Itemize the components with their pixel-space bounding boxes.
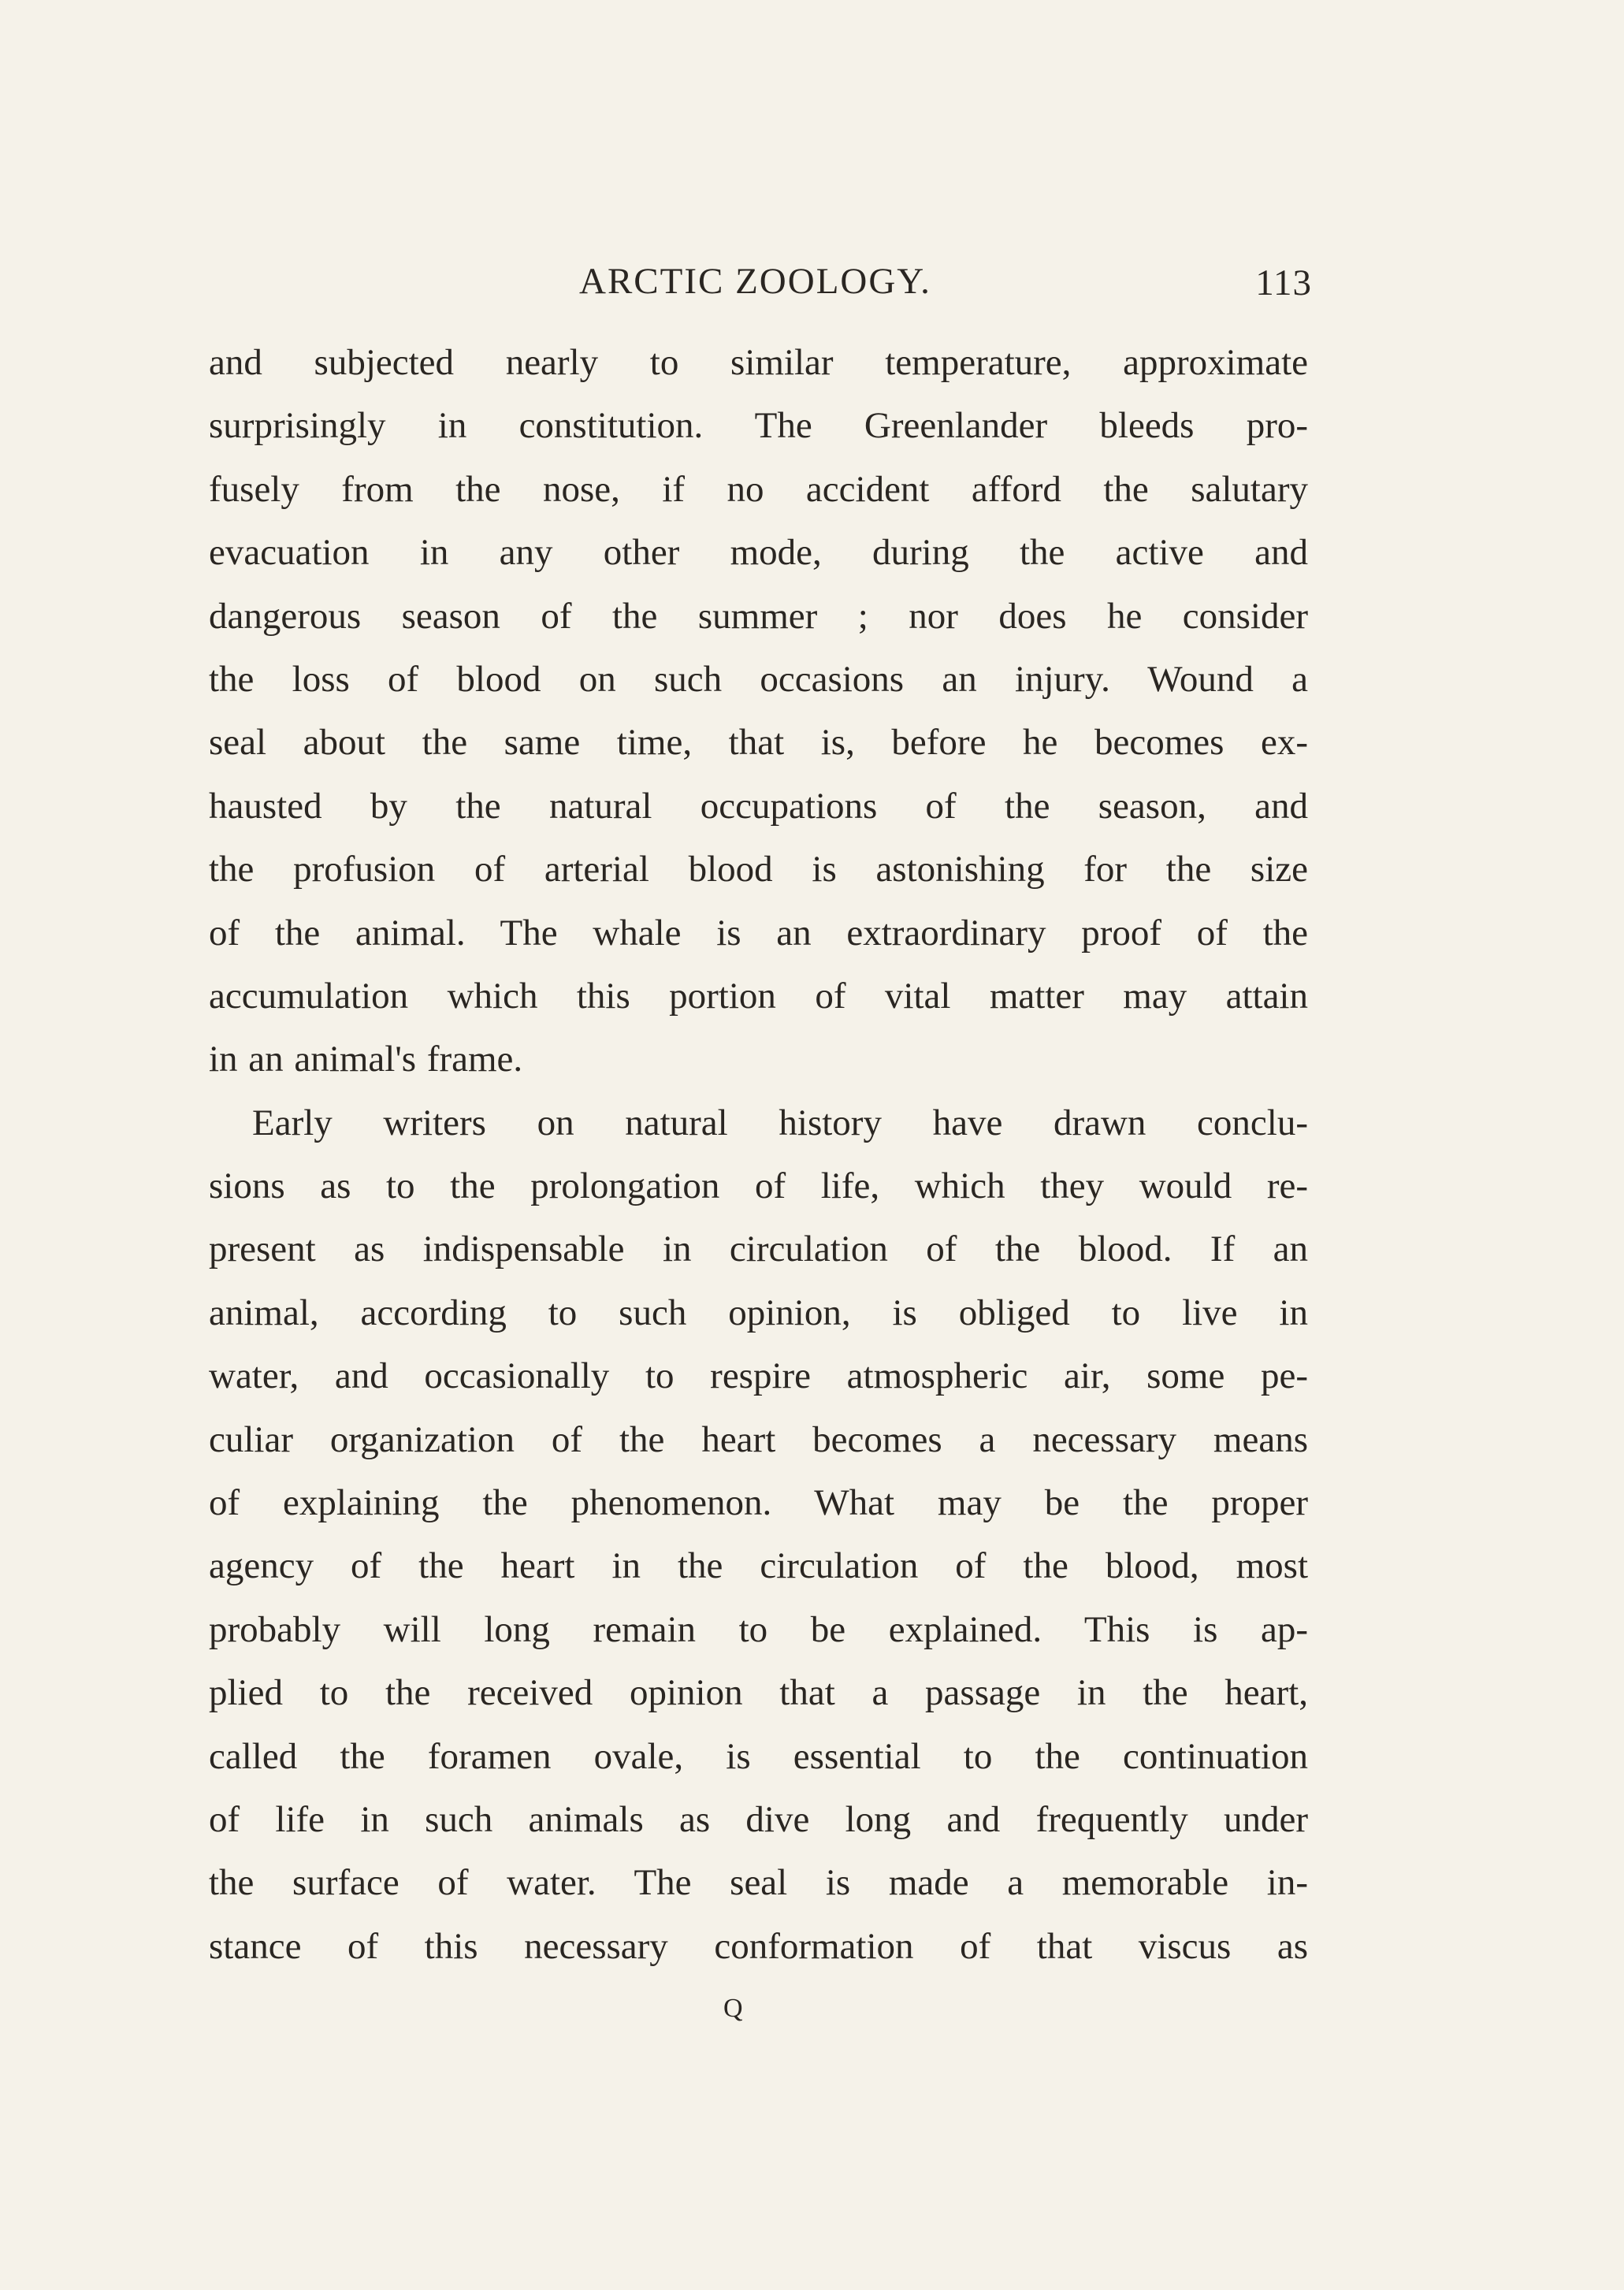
text-line: probably will long remain to be explained. This is ap- [209,1608,1308,1650]
text-line: seal about the same time, that is, before he becomes ex- [209,722,1308,764]
text-line: sions as to the prolongation of life, which they would re- [209,1165,1308,1207]
text-line: the surface of water. The seal is made a memorable in- [209,1862,1308,1904]
text-line: of the animal. The whale is an extraordinary proof of the [209,912,1308,954]
text-line: of life in such animals as dive long and frequently under [209,1798,1308,1840]
text-line: animal, according to such opinion, is obliged to live in [209,1292,1308,1333]
text-line: plied to the received opinion that a passage in the heart, [209,1672,1308,1714]
paragraph-end-line: in an animal's frame. [209,1039,523,1080]
text-line: stance of this necessary conformation of that viscus as [209,1925,1308,1967]
text-line: hausted by the natural occupations of the season, and [209,785,1308,827]
text-line: present as indispensable in circulation of the blood. If an [209,1229,1308,1270]
text-line: called the foramen ovale, is essential to the continuation [209,1735,1308,1777]
text-line: dangerous season of the summer ; nor does he consider [209,595,1308,637]
running-head [209,260,1312,307]
text-line: agency of the heart in the circulation of the blood, most [209,1545,1308,1587]
running-title: ARCTIC ZOOLOGY. [579,261,931,302]
text-line: fusely from the nose, if no accident afford the salutary [209,468,1308,510]
text-line: the loss of blood on such occasions an injury. Wound a [209,658,1308,700]
signature-mark: Q [723,1994,744,2023]
text-line: water, and occasionally to respire atmospheric air, some pe- [209,1355,1308,1397]
text-line: evacuation in any other mode, during the active and [209,532,1308,574]
text-line: of explaining the phenomenon. What may be the proper [209,1482,1308,1524]
paragraph-start-line: Early writers on natural history have drawn conclu- [252,1102,1308,1143]
text-line: and subjected nearly to similar temperature, approximate [209,342,1308,383]
text-line: the profusion of arterial blood is astonishing for the size [209,849,1308,890]
page-number: 113 [1255,262,1312,303]
text-line: culiar organization of the heart becomes a necessary means [209,1418,1308,1460]
text-line: accumulation which this portion of vital matter may attain [209,975,1308,1017]
text-line: surprisingly in constitution. The Greenlander bleeds pro- [209,405,1308,447]
body-text [209,331,1308,1978]
